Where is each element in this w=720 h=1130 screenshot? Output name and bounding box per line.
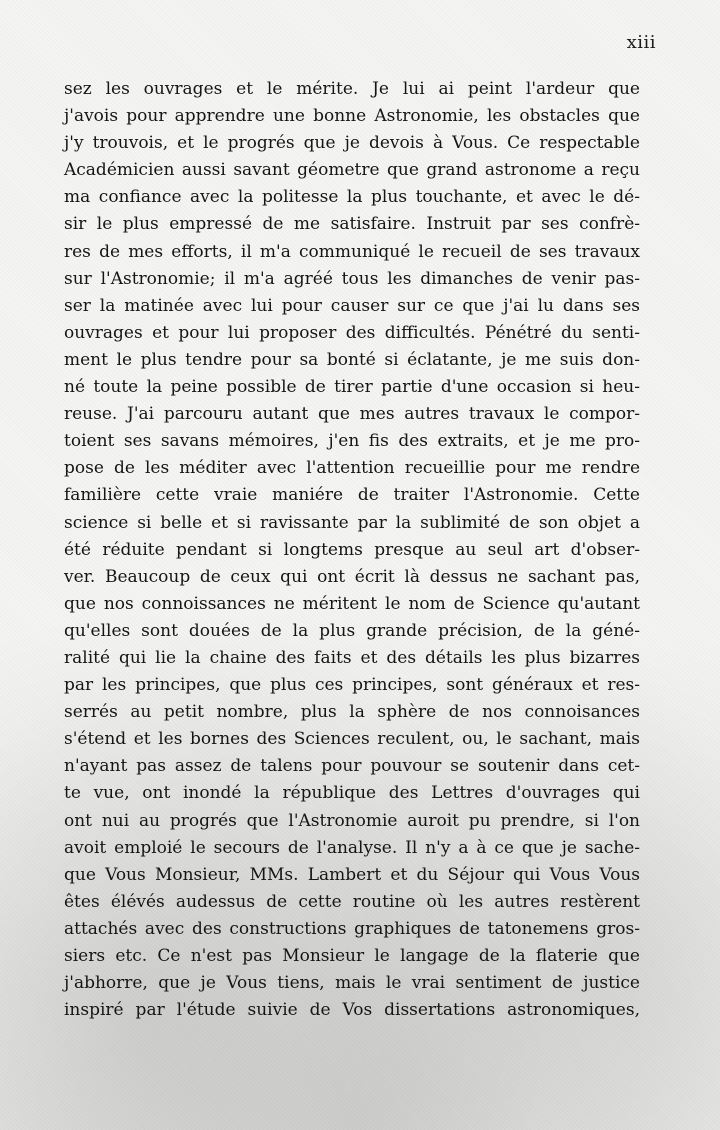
- text-line: ralité qui lie la chaine des faits et des détails les plus bizarres: [64, 647, 640, 668]
- text-line: siers etc. Ce n'est pas Monsieur le langage de la flaterie que: [64, 946, 640, 966]
- text-line: été réduite pendant si longtems presque au seul art d'obser-: [64, 539, 640, 560]
- text-line: toient ses savans mémoires, j'en fis des extraits, et je me pro-: [64, 431, 640, 452]
- text-line: ver. Beaucoup de ceux qui ont écrit là dessus ne sachant pas,: [64, 566, 640, 587]
- text-line: te vue, ont inondé la république des Lettres d'ouvrages qui: [64, 783, 640, 804]
- text-line: sur l'Astronomie; il m'a agréé tous les dimanches de venir pas-: [64, 268, 640, 289]
- text-line: sez les ouvrages et le mérite. Je lui ai peint l'ardeur que: [64, 79, 640, 99]
- text-line: n'ayant pas assez de talens pour pouvour se soutenir dans cet-: [64, 756, 640, 777]
- text-line: familière cette vraie maniére de traiter l'Astronomie. Cette: [64, 485, 640, 506]
- text-line: ouvrages et pour lui proposer des difficultés. Pénétré du senti-: [64, 322, 640, 343]
- text-line: ont nui au progrés que l'Astronomie auroit pu prendre, si l'on: [64, 810, 640, 831]
- body-text: [64, 76, 640, 1024]
- text-line: Académicien aussi savant géometre que grand astronome a reçu: [64, 160, 640, 181]
- text-line: ser la matinée avec lui pour causer sur ce que j'ai lu dans ses: [64, 295, 640, 316]
- text-line: res de mes efforts, il m'a communiqué le recueil de ses travaux: [64, 241, 640, 262]
- text-line: par les principes, que plus ces principes, sont généraux et res-: [64, 675, 640, 696]
- text-line: ment le plus tendre pour sa bonté si éclatante, je me suis don-: [64, 349, 640, 370]
- text-line: s'étend et les bornes des Sciences reculent, ou, le sachant, mais: [64, 729, 640, 750]
- text-line: avoit emploié le secours de l'analyse. Il n'y a à ce que je sache-: [64, 837, 640, 858]
- text-line: j'avois pour apprendre une bonne Astronomie, les obstacles que: [64, 106, 640, 127]
- text-line: qu'elles sont douées de la plus grande précision, de la géné-: [64, 620, 640, 641]
- text-line: que nos connoissances ne méritent le nom de Science qu'autant: [64, 593, 640, 614]
- text-line: pose de les méditer avec l'attention recueillie pour me rendre: [64, 458, 640, 479]
- text-line: que Vous Monsieur, MMs. Lambert et du Séjour qui Vous Vous: [64, 864, 640, 885]
- text-line: science si belle et si ravissante par la sublimité de son objet a: [64, 512, 640, 533]
- text-line: j'abhorre, que je Vous tiens, mais le vrai sentiment de justice: [64, 973, 640, 994]
- text-line: attachés avec des constructions graphiques de tatonemens gros-: [64, 918, 640, 939]
- text-line: né toute la peine possible de tirer partie d'une occasion si heu-: [64, 377, 640, 398]
- text-line: reuse. J'ai parcouru autant que mes autres travaux le compor-: [64, 404, 640, 425]
- text-line: êtes élévés audessus de cette routine où les autres restèrent: [64, 891, 640, 912]
- text-line: inspiré par l'étude suivie de Vos dissertations astronomiques,: [64, 1000, 640, 1021]
- text-line: serrés au petit nombre, plus la sphère de nos connoisances: [64, 702, 640, 723]
- text-line: sir le plus empressé de me satisfaire. Instruit par ses confrè-: [64, 214, 640, 235]
- text-line: j'y trouvois, et le progrés que je devois à Vous. Ce respectable: [64, 133, 640, 154]
- page-number: xiii: [626, 32, 656, 53]
- text-line: ma confiance avec la politesse la plus touchante, et avec le dé-: [64, 187, 640, 208]
